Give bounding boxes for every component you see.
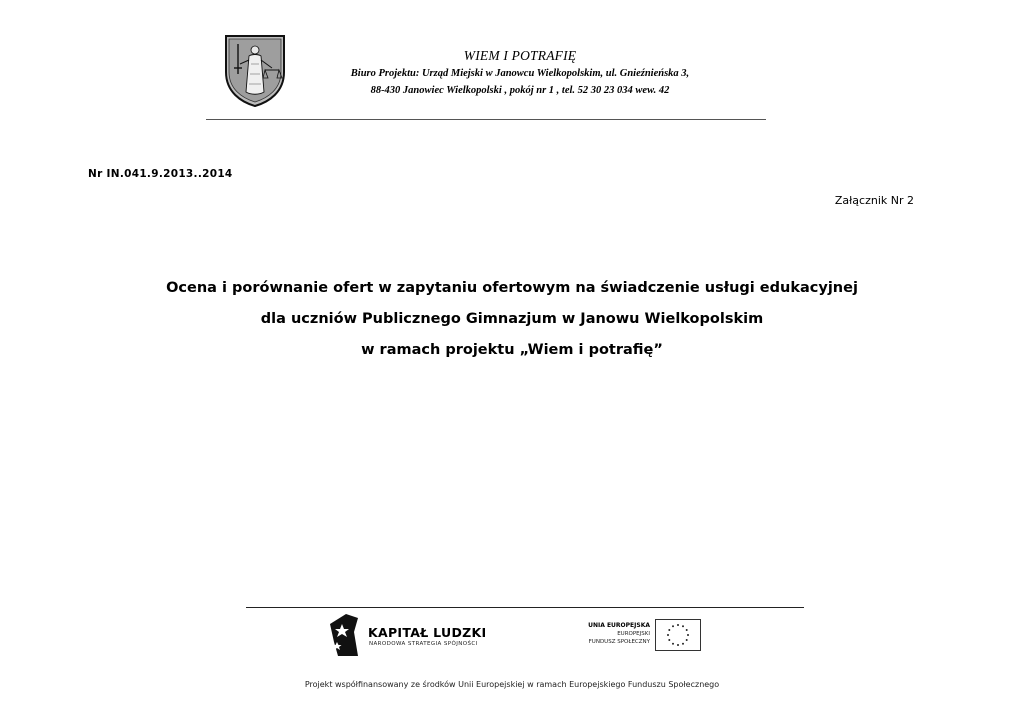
footer-divider — [246, 607, 804, 608]
header-divider — [206, 119, 766, 120]
eu-label-line-3: FUNDUSZ SPOŁECZNY — [588, 639, 650, 645]
document-number: Nr IN.041.9.2013..2014 — [88, 168, 233, 180]
project-title: WIEM I POTRAFIĘ — [463, 48, 577, 63]
annex-label: Załącznik Nr 2 — [834, 194, 914, 207]
document-title-line-1: Ocena i porównanie ofert w zapytaniu ofertowym na świadczenie usługi edukacyjnej — [166, 280, 858, 296]
project-office-address: Biuro Projektu: Urząd Miejski w Janowcu Wielkopolskim, ul. Gnieźnieńska 3, — [350, 68, 690, 79]
eu-label-line-1: UNIA EUROPEJSKA — [588, 622, 650, 629]
document-title-line-2: dla uczniów Publicznego Gimnazjum w Janowu Wielkopolskim — [260, 311, 764, 327]
cofinancing-note: Projekt współfinansowany ze środków Unii Europejskiej w ramach Europejskiego Funduszu Społecznego — [304, 680, 720, 689]
eu-flag-icon — [655, 619, 701, 651]
eu-label-block — [580, 622, 650, 646]
document-title-line-3: w ramach projektu „Wiem i potrafię” — [361, 342, 663, 358]
kapital-ludzki-title: KAPITAŁ LUDZKI — [368, 625, 487, 640]
coat-of-arms-icon — [224, 34, 286, 108]
kapital-ludzki-logo-icon — [328, 612, 360, 658]
kapital-ludzki-subtitle: NARODOWA STRATEGIA SPÓJNOŚCI — [369, 641, 478, 647]
project-office-contact: 88-430 Janowiec Wielkopolski , pokój nr 1 , tel. 52 30 23 034 wew. 42 — [370, 85, 670, 96]
eu-label-line-2: EUROPEJSKI — [617, 631, 650, 637]
